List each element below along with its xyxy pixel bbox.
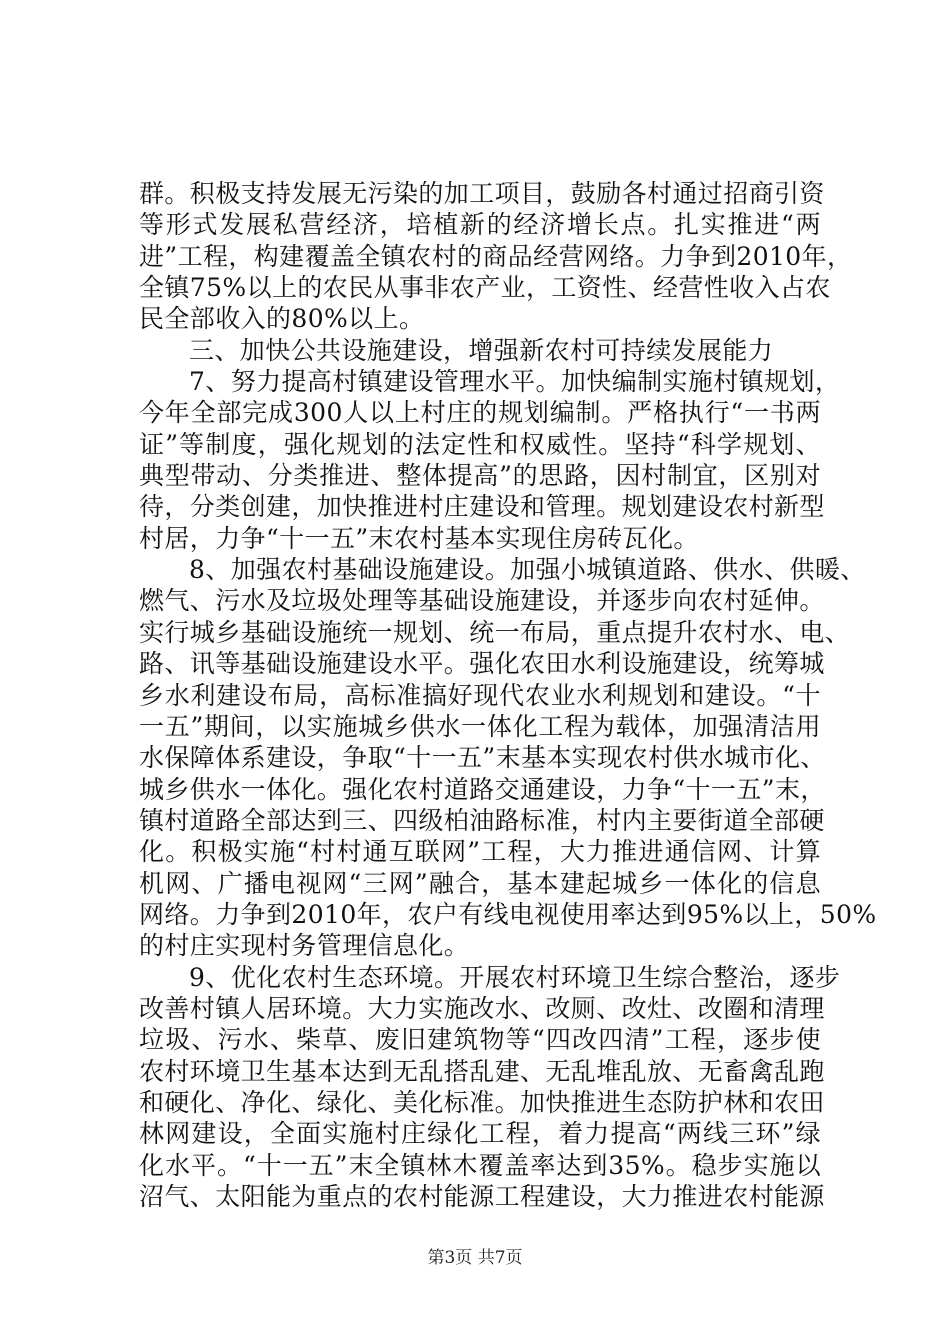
text-line: 等形式发展私营经济，培植新的经济增长点。扎实推进“两	[139, 210, 821, 240]
text-line: 沼气、太阳能为重点的农村能源工程建设，大力推进农村能源	[139, 1182, 825, 1211]
text-line: 8、加强农村基础设施建设。加强小城镇道路、供水、供暖、	[189, 555, 866, 585]
text-line: 9、优化农村生态环境。开展农村环境卫生综合整治，逐步	[189, 962, 841, 992]
text-line: 和硬化、净化、绿化、美化标准。加快推进生态防护林和农田	[139, 1087, 825, 1117]
text-line: 网络。力争到2010年，农户有线电视使用率达到95%以上，50%	[139, 899, 877, 929]
text-line: 镇村道路全部达到三、四级柏油路标准，村内主要街道全部硬	[139, 805, 825, 835]
text-line: 民全部收入的80%以上。	[139, 304, 425, 334]
text-line: 乡水利建设布局，高标准搞好现代农业水利规划和建设。“十	[139, 680, 821, 710]
text-line: 全镇75%以上的农民从事非农产业，工资性、经营性收入占农	[139, 273, 831, 303]
text-line: 农村环境卫生基本达到无乱搭乱建、无乱堆乱放、无畜禽乱跑	[139, 1056, 825, 1086]
text-line: 城乡供水一体化。强化农村道路交通建设，力争“十一五”末，	[139, 774, 826, 804]
document-body	[139, 178, 877, 1212]
text-line: 燃气、污水及垃圾处理等基础设施建设，并逐步向农村延伸。	[139, 586, 825, 616]
text-line: 改善村镇人居环境。大力实施改水、改厕、改灶、改圈和清理	[139, 993, 825, 1023]
text-line: 的村庄实现村务管理信息化。	[139, 931, 470, 961]
text-line: 证”等制度，强化规划的法定性和权威性。坚持“科学规划、	[139, 429, 821, 459]
text-line: 一五”期间，以实施城乡供水一体化工程为载体，加强清洁用	[139, 711, 821, 741]
text-line: 化水平。“十一五”末全镇林木覆盖率达到35%。稳步实施以	[139, 1150, 821, 1180]
text-line: 今年全部完成300人以上村庄的规划编制。严格执行“一书两	[139, 398, 821, 428]
text-line: 群。积极支持发展无污染的加工项目，鼓励各村通过招商引资	[139, 179, 825, 208]
text-line: 水保障体系建设，争取“十一五”末基本实现农村供水城市化、	[139, 743, 826, 773]
text-line: 实行城乡基础设施统一规划、统一布局，重点提升农村水、电、	[139, 617, 851, 647]
text-line: 林网建设，全面实施村庄绿化工程，着力提高“两线三环”绿	[139, 1119, 821, 1149]
text-line: 垃圾、污水、柴草、废旧建筑物等“四改四清”工程，逐步使	[139, 1025, 821, 1055]
text-line: 典型带动、分类推进、整体提高”的思路，因村制宜，区别对	[139, 461, 821, 491]
text-line: 进”工程，构建覆盖全镇农村的商品经营网络。力争到2010年，	[139, 241, 853, 271]
text-line: 三、加快公共设施建设，增强新农村可持续发展能力	[189, 335, 774, 365]
page-footer: 第3页 共7页	[427, 1248, 523, 1268]
text-line: 待，分类创建，加快推进村庄建设和管理。规划建设农村新型	[139, 492, 825, 522]
text-line: 化。积极实施“村村通互联网”工程，大力推进通信网、计算	[139, 837, 821, 867]
text-line: 村居，力争“十一五”末农村基本实现住房砖瓦化。	[139, 523, 699, 553]
text-line: 机网、广播电视网“三网”融合，基本建起城乡一体化的信息	[139, 868, 821, 898]
text-line: 7、努力提高村镇建设管理水平。加快编制实施村镇规划，	[189, 367, 841, 397]
text-line: 路、讯等基础设施建设水平。强化农田水利设施建设，统筹城	[139, 649, 825, 679]
